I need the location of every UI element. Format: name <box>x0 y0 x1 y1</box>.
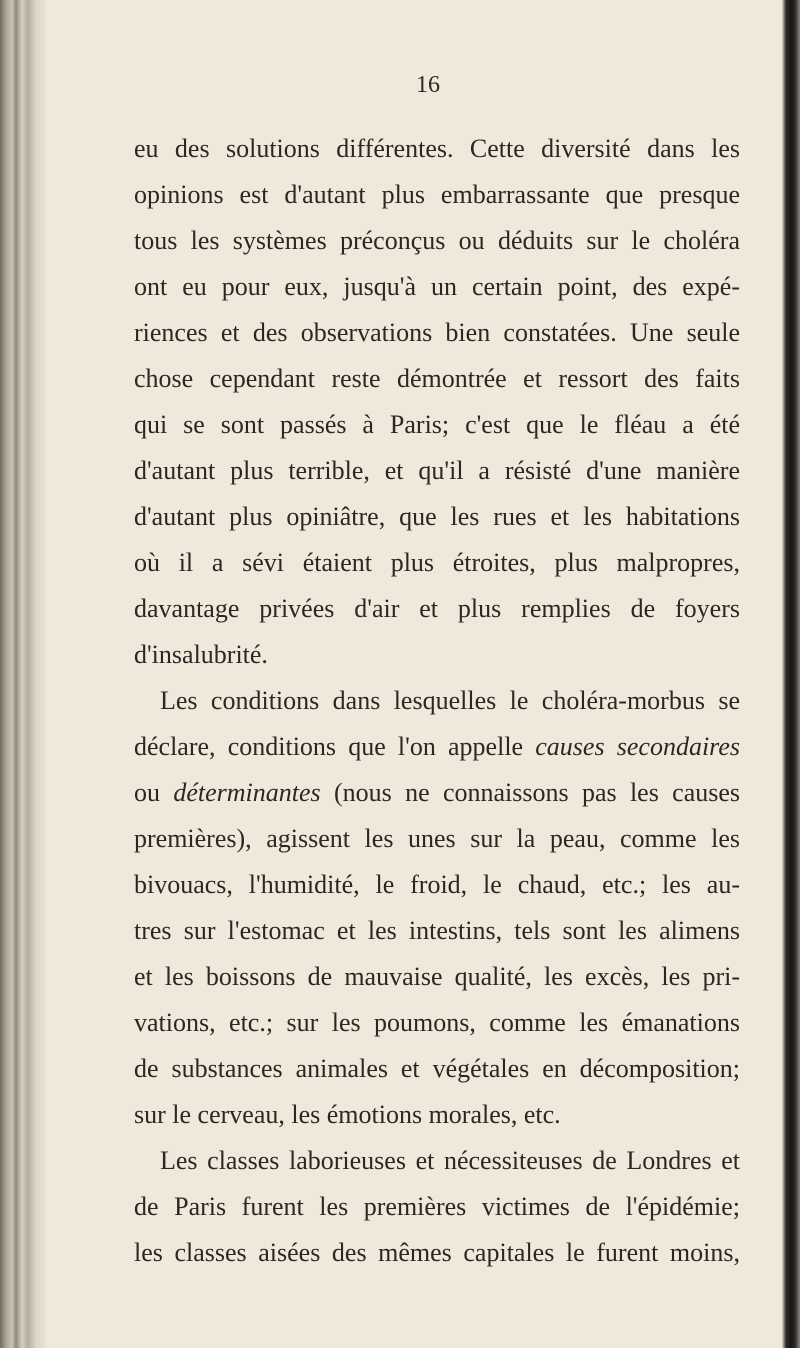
text-line: d'autant plus opiniâtre, que les rues et les habitations <box>134 502 740 531</box>
page-number: 16 <box>416 72 440 98</box>
text-line: de Paris furent les premières victimes de l'épidémie; <box>134 1192 740 1221</box>
text-line: eu des solutions différentes. Cette diversité dans les <box>134 134 740 163</box>
paragraph <box>134 126 740 678</box>
text-line: vations, etc.; sur les poumons, comme les émanations <box>134 1008 740 1037</box>
text-line: ont eu pour eux, jusqu'à un certain point, des expé- <box>134 272 740 301</box>
text-line: de substances animales et végétales en décomposition; <box>134 1054 740 1083</box>
page-binding-edge <box>0 0 46 1348</box>
italic-term: causes secondaires <box>535 732 740 761</box>
text-line: d'autant plus terrible, et qu'il a résisté d'une manière <box>134 456 740 485</box>
text-line: tous les systèmes préconçus ou déduits sur le choléra <box>134 226 740 255</box>
text-line: les classes aisées des mêmes capitales le furent moins, <box>134 1238 740 1267</box>
text-line: où il a sévi étaient plus étroites, plus malpropres, <box>134 548 740 577</box>
body-text <box>134 126 740 1276</box>
text-segment: déclare, conditions que l'on appelle <box>134 732 536 761</box>
text-line: d'insalubrité. <box>134 640 268 669</box>
text-line <box>134 724 740 770</box>
text-line: Les conditions dans lesquelles le choléra-morbus se <box>160 686 740 715</box>
text-line: riences et des observations bien constatées. Une seule <box>134 318 740 347</box>
text-line: et les boissons de mauvaise qualité, les excès, les pri- <box>134 962 740 991</box>
italic-term: déterminantes <box>173 778 321 807</box>
text-line: tres sur l'estomac et les intestins, tels sont les alimens <box>134 916 740 945</box>
text-line: davantage privées d'air et plus remplies de foyers <box>134 594 740 623</box>
text-line: premières), agissent les unes sur la peau, comme les <box>134 824 740 853</box>
paragraph <box>134 1138 740 1276</box>
text-line: opinions est d'autant plus embarrassante que presque <box>134 180 740 209</box>
paragraph <box>134 678 740 1138</box>
text-segment: ou <box>134 778 174 807</box>
text-line <box>134 770 740 816</box>
text-line: chose cependant reste démontrée et ressort des faits <box>134 364 740 393</box>
text-line: bivouacs, l'humidité, le froid, le chaud, etc.; les au- <box>134 870 740 899</box>
text-line: sur le cerveau, les émotions morales, etc. <box>134 1100 561 1129</box>
page-right-edge <box>782 0 800 1348</box>
text-line: Les classes laborieuses et nécessiteuses de Londres et <box>160 1146 740 1175</box>
text-segment: (nous ne connaissons pas les causes <box>320 778 741 807</box>
text-line: qui se sont passés à Paris; c'est que le fléau a été <box>134 410 740 439</box>
